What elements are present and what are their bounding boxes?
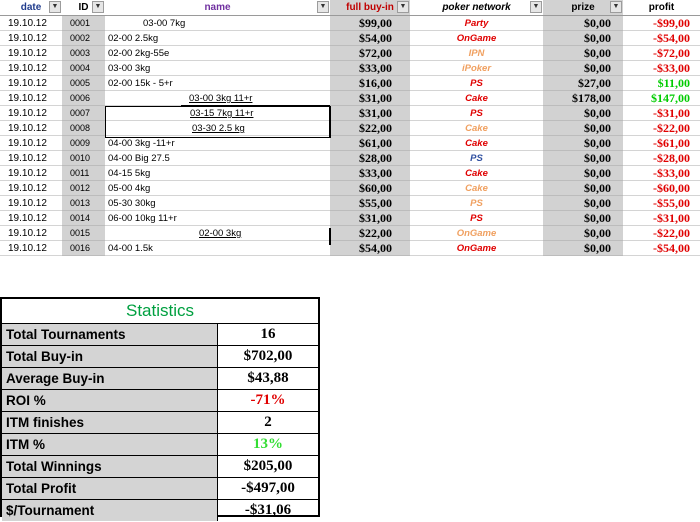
cell-name[interactable]	[105, 46, 330, 61]
cell-prize[interactable]: $27,00	[543, 76, 623, 91]
cell-date[interactable]: 19.10.12	[0, 91, 62, 106]
column-header-id-label: ID	[78, 2, 89, 13]
cell-profit[interactable]: -$33,00	[623, 61, 700, 76]
cell-prize[interactable]: $0,00	[543, 211, 623, 226]
cell-date[interactable]: 19.10.12	[0, 241, 62, 256]
cell-network[interactable]: Cake	[410, 166, 543, 181]
cell-buyin[interactable]: $61,00	[330, 136, 410, 151]
stat-label: Total Tournaments	[2, 324, 218, 345]
cell-prize[interactable]: $0,00	[543, 31, 623, 46]
cell-buyin[interactable]: $54,00	[330, 241, 410, 256]
cell-name[interactable]	[105, 211, 330, 226]
cell-prize[interactable]: $0,00	[543, 241, 623, 256]
cell-network[interactable]: OnGame	[410, 241, 543, 256]
filter-dropdown-icon[interactable]: ▼	[397, 1, 409, 13]
stat-row	[2, 500, 318, 522]
stat-row	[2, 324, 318, 346]
stat-row	[2, 456, 318, 478]
statistics-panel	[0, 297, 320, 517]
cell-profit[interactable]: $147,00	[623, 91, 700, 106]
stat-value: $702,00	[243, 348, 293, 364]
cell-network[interactable]: PS	[410, 76, 543, 91]
cell-prize[interactable]: $0,00	[543, 121, 623, 136]
cell-name[interactable]	[105, 196, 330, 211]
cell-date[interactable]: 19.10.12	[0, 76, 62, 91]
filter-dropdown-icon[interactable]: ▼	[530, 1, 542, 13]
cell-profit[interactable]: -$22,00	[623, 226, 700, 241]
cell-name-text: 02-00 2.5kg	[108, 33, 159, 44]
stat-label: ITM finishes	[2, 412, 218, 433]
cell-name-text: 04-00 1.5k	[108, 243, 153, 254]
cell-network[interactable]: IPN	[410, 46, 543, 61]
stat-label: ITM %	[2, 434, 218, 455]
stat-label: Average Buy-in	[2, 368, 218, 389]
cell-buyin[interactable]: $22,00	[330, 121, 410, 136]
cell-date[interactable]: 19.10.12	[0, 46, 62, 61]
cell-buyin[interactable]: $31,00	[330, 211, 410, 226]
stat-row	[2, 346, 318, 368]
table-row[interactable]	[0, 91, 700, 106]
cell-date[interactable]: 19.10.12	[0, 16, 62, 31]
cell-profit[interactable]: -$33,00	[623, 166, 700, 181]
cell-name[interactable]	[105, 76, 330, 91]
cell-date[interactable]: 19.10.12	[0, 196, 62, 211]
column-header-profit-label: profit	[648, 2, 675, 13]
cell-name-text: 05-30 30kg	[108, 198, 156, 209]
cell-profit[interactable]: -$54,00	[623, 31, 700, 46]
cell-id[interactable]: 0013	[62, 196, 105, 211]
cell-outline	[105, 106, 106, 138]
cell-prize[interactable]: $0,00	[543, 16, 623, 31]
stat-value: $43,88	[247, 370, 289, 386]
cell-buyin[interactable]: $16,00	[330, 76, 410, 91]
cell-buyin[interactable]: $33,00	[330, 61, 410, 76]
cell-date[interactable]: 19.10.12	[0, 211, 62, 226]
cell-name[interactable]	[105, 181, 330, 196]
cell-id[interactable]: 0016	[62, 241, 105, 256]
cell-id[interactable]: 0007	[62, 106, 105, 121]
column-header-name[interactable]	[105, 0, 330, 16]
stat-row	[2, 368, 318, 390]
column-header-buyin[interactable]	[330, 0, 410, 16]
cell-profit[interactable]: -$55,00	[623, 196, 700, 211]
cell-id[interactable]: 0001	[62, 16, 105, 31]
stat-row	[2, 390, 318, 412]
cell-date[interactable]: 19.10.12	[0, 226, 62, 241]
table-row[interactable]	[0, 136, 700, 151]
cell-name[interactable]	[105, 241, 330, 256]
statistics-title: Statistics	[2, 299, 318, 324]
cell-id[interactable]: 0009	[62, 136, 105, 151]
stat-label: Total Buy-in	[2, 346, 218, 367]
cell-name[interactable]	[105, 121, 330, 136]
cell-date[interactable]: 19.10.12	[0, 136, 62, 151]
cell-profit[interactable]: -$60,00	[623, 181, 700, 196]
cell-prize[interactable]: $0,00	[543, 151, 623, 166]
cell-network[interactable]: PS	[410, 106, 543, 121]
stat-row	[2, 478, 318, 500]
cell-id[interactable]: 0012	[62, 181, 105, 196]
column-header-id[interactable]	[62, 0, 105, 16]
filter-dropdown-icon[interactable]: ▼	[49, 1, 61, 13]
cell-id[interactable]: 0014	[62, 211, 105, 226]
cell-profit[interactable]: -$31,00	[623, 211, 700, 226]
cell-network[interactable]: PS	[410, 196, 543, 211]
stat-value: -$497,00	[241, 480, 295, 496]
table-row[interactable]	[0, 241, 700, 256]
column-header-prize[interactable]	[543, 0, 623, 16]
cell-profit[interactable]: $11,00	[623, 76, 700, 91]
cell-buyin[interactable]: $28,00	[330, 151, 410, 166]
cell-date[interactable]: 19.10.12	[0, 61, 62, 76]
cell-date[interactable]: 19.10.12	[0, 106, 62, 121]
cell-name[interactable]	[105, 136, 330, 151]
cell-name-text: 03-15 7kg 11+r	[190, 108, 254, 119]
cell-buyin[interactable]: $99,00	[330, 16, 410, 31]
cell-id[interactable]: 0008	[62, 121, 105, 136]
cell-name-text: 02-00 15k - 5+r	[108, 78, 173, 89]
cell-profit[interactable]: -$54,00	[623, 241, 700, 256]
stat-row	[2, 412, 318, 434]
cell-profit[interactable]: -$31,00	[623, 106, 700, 121]
table-row[interactable]	[0, 76, 700, 91]
cell-prize[interactable]: $0,00	[543, 106, 623, 121]
cell-outline	[329, 106, 331, 138]
cell-date[interactable]: 19.10.12	[0, 181, 62, 196]
column-header-network-label: poker network	[442, 2, 511, 13]
cell-id[interactable]: 0015	[62, 226, 105, 241]
table-row[interactable]	[0, 181, 700, 196]
cell-id[interactable]: 0010	[62, 151, 105, 166]
cell-prize[interactable]: $0,00	[543, 166, 623, 181]
cell-network[interactable]: PS	[410, 211, 543, 226]
cell-outline	[329, 228, 331, 245]
cell-name[interactable]	[105, 16, 330, 31]
cell-prize[interactable]: $0,00	[543, 181, 623, 196]
cell-buyin[interactable]: $60,00	[330, 181, 410, 196]
stat-value: 13%	[253, 436, 283, 452]
cell-prize[interactable]: $0,00	[543, 46, 623, 61]
cell-outline	[105, 137, 330, 138]
stat-label: Total Winnings	[2, 456, 218, 477]
cell-prize[interactable]: $0,00	[543, 226, 623, 241]
cell-name[interactable]	[105, 226, 330, 241]
cell-network[interactable]: Cake	[410, 121, 543, 136]
table-row[interactable]	[0, 31, 700, 46]
cell-name-text: 06-00 10kg 11+r	[108, 213, 177, 224]
cell-network[interactable]: Cake	[410, 181, 543, 196]
column-header-date[interactable]	[0, 0, 62, 16]
stat-value: -71%	[250, 392, 286, 408]
cell-name-text: 03-30 2.5 kg	[192, 123, 245, 134]
cell-name-text: 04-15 5kg	[108, 168, 151, 179]
cell-name[interactable]	[105, 166, 330, 181]
cell-id[interactable]: 0006	[62, 91, 105, 106]
column-header-name-label: name	[204, 2, 231, 13]
column-header-prize-label: prize	[571, 2, 595, 13]
cell-name-text: 03-00 3kg 11+r	[189, 93, 253, 104]
table-row[interactable]	[0, 46, 700, 61]
cell-network[interactable]: Party	[410, 16, 543, 31]
cell-buyin[interactable]: $55,00	[330, 196, 410, 211]
cell-outline	[181, 91, 330, 106]
cell-name-text: 03-00 3kg	[108, 63, 151, 74]
cell-id[interactable]: 0004	[62, 61, 105, 76]
stat-label: $/Tournament	[2, 500, 218, 521]
cell-name-text: 02-00 3kg	[199, 228, 242, 239]
cell-profit[interactable]: -$61,00	[623, 136, 700, 151]
filter-dropdown-icon[interactable]: ▼	[317, 1, 329, 13]
cell-name-text: 02-00 2kg-55e	[108, 48, 170, 59]
cell-id[interactable]: 0002	[62, 31, 105, 46]
filter-dropdown-icon[interactable]: ▼	[92, 1, 104, 13]
table-row[interactable]	[0, 166, 700, 181]
filter-dropdown-icon[interactable]: ▼	[610, 1, 622, 13]
stat-value: $205,00	[243, 458, 293, 474]
cell-network[interactable]: Cake	[410, 136, 543, 151]
column-header-network[interactable]	[410, 0, 543, 16]
column-header-profit[interactable]	[623, 0, 700, 16]
cell-id[interactable]: 0003	[62, 46, 105, 61]
cell-name-text: 05-00 4kg	[108, 183, 151, 194]
cell-network[interactable]: OnGame	[410, 31, 543, 46]
cell-name-text: 04-00 3kg -11+r	[108, 138, 175, 149]
table-row[interactable]	[0, 16, 700, 31]
cell-date[interactable]: 19.10.12	[0, 151, 62, 166]
stat-row	[2, 434, 318, 456]
cell-prize[interactable]: $178,00	[543, 91, 623, 106]
cell-outline	[105, 106, 330, 107]
cell-network[interactable]: PS	[410, 151, 543, 166]
table-row[interactable]	[0, 61, 700, 76]
column-header-buyin-label: full buy-in	[346, 2, 394, 13]
cell-prize[interactable]: $0,00	[543, 196, 623, 211]
cell-network[interactable]: OnGame	[410, 226, 543, 241]
cell-buyin[interactable]: $22,00	[330, 226, 410, 241]
cell-name[interactable]	[105, 31, 330, 46]
cell-date[interactable]: 19.10.12	[0, 31, 62, 46]
stat-value: 16	[260, 326, 276, 342]
cell-network[interactable]: iPoker	[410, 61, 543, 76]
column-header-date-label: date	[20, 2, 42, 13]
cell-profit[interactable]: -$22,00	[623, 121, 700, 136]
cell-profit[interactable]: -$72,00	[623, 46, 700, 61]
cell-profit[interactable]: -$99,00	[623, 16, 700, 31]
cell-name-text: 03-00 7kg	[143, 18, 186, 29]
cell-id[interactable]: 0011	[62, 166, 105, 181]
table-row[interactable]	[0, 196, 700, 211]
stat-value: -$31,06	[244, 502, 292, 518]
cell-name[interactable]	[105, 106, 330, 121]
cell-buyin[interactable]: $31,00	[330, 106, 410, 121]
cell-name[interactable]	[105, 61, 330, 76]
cell-id[interactable]: 0005	[62, 76, 105, 91]
cell-name-text: 04-00 Big 27.5	[108, 153, 170, 164]
cell-prize[interactable]: $0,00	[543, 136, 623, 151]
cell-name[interactable]	[105, 151, 330, 166]
cell-buyin[interactable]: $31,00	[330, 91, 410, 106]
stat-value: 2	[264, 414, 272, 430]
stat-label: Total Profit	[2, 478, 218, 499]
stat-label: ROI %	[2, 390, 218, 411]
cell-network[interactable]: Cake	[410, 91, 543, 106]
cell-profit[interactable]: -$28,00	[623, 151, 700, 166]
cell-buyin[interactable]: $33,00	[330, 166, 410, 181]
cell-prize[interactable]: $0,00	[543, 61, 623, 76]
cell-buyin[interactable]: $54,00	[330, 31, 410, 46]
table-row[interactable]	[0, 151, 700, 166]
cell-buyin[interactable]: $72,00	[330, 46, 410, 61]
cell-date[interactable]: 19.10.12	[0, 166, 62, 181]
table-row[interactable]	[0, 226, 700, 241]
table-row[interactable]	[0, 211, 700, 226]
cell-date[interactable]: 19.10.12	[0, 121, 62, 136]
